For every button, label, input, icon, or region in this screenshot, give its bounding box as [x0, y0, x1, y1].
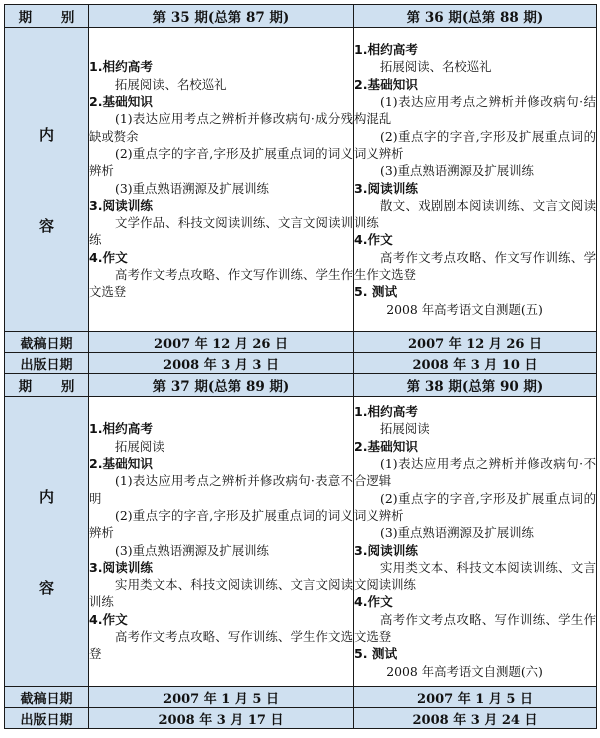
content-label-char: 容	[38, 216, 54, 235]
section-heading: 3.阅读训练	[354, 542, 418, 558]
content-label	[5, 28, 89, 332]
issue-title: 第 37 期(总第 89 期)	[89, 374, 354, 397]
publish-date: 2008 年 3 月 17 日	[89, 708, 354, 729]
issue-title: 第 36 期(总第 88 期)	[354, 5, 597, 28]
deadline-row	[5, 332, 597, 353]
content-row	[5, 28, 597, 332]
section-heading: 2.基础知识	[89, 94, 153, 110]
section-item: (2)重点字的字音,字形及扩展重点词的词义辨析	[89, 145, 353, 179]
period-label: 期 别	[5, 374, 89, 397]
content-label	[5, 397, 89, 687]
section-item: 2008 年高考语文自测题(六)	[386, 663, 543, 679]
section-heading: 3.阅读训练	[89, 559, 153, 575]
section-item: 高考作文考点攻略、作文写作训练、学生作文选登	[89, 266, 353, 300]
section-heading: 4.作文	[89, 611, 128, 627]
section-heading: 4.作文	[354, 232, 393, 248]
publish-date: 2008 年 3 月 24 日	[354, 708, 597, 729]
section-item: (2)重点字的字音,字形及扩展重点词的词义辨析	[89, 507, 353, 541]
issue-title: 第 35 期(总第 87 期)	[89, 5, 354, 28]
section-item: (2)重点字的字音,字形及扩展重点词的词义辨析	[354, 490, 596, 523]
publish-label: 出版日期	[5, 353, 89, 374]
deadline-date: 2007 年 1 月 5 日	[89, 687, 354, 708]
section-item: 拓展阅读	[115, 438, 165, 454]
section-heading: 2.基础知识	[89, 456, 153, 472]
issue-content	[354, 397, 597, 687]
section-heading: 5. 测试	[354, 284, 398, 300]
publish-date: 2008 年 3 月 3 日	[89, 353, 354, 374]
deadline-date: 2007 年 1 月 5 日	[354, 687, 597, 708]
content-label-char: 容	[38, 578, 54, 597]
content-row	[5, 397, 597, 687]
section-item: 实用类文本、科技文本阅读训练、文言文阅读训练	[354, 559, 596, 593]
section-item: (2)重点字的字音,字形及扩展重点词的词义辨析	[354, 128, 596, 161]
issue-content	[89, 28, 354, 332]
deadline-date: 2007 年 12 月 26 日	[354, 332, 597, 353]
issue-content	[354, 28, 597, 332]
section-item: (3)重点熟语溯源及扩展训练	[115, 180, 269, 196]
section-item: 高考作文考点攻略、作文写作训练、学生作文选登	[354, 249, 596, 282]
section-item: (1)表达应用考点之辨析并修改病句·表意不明	[89, 473, 353, 506]
section-heading: 1.相约高考	[89, 421, 153, 437]
publish-label: 出版日期	[5, 708, 89, 729]
section-heading: 4.作文	[89, 249, 128, 265]
issue-schedule-table	[4, 4, 597, 729]
section-item: 实用类文本、科技文阅读训练、文言文阅读训练	[89, 577, 353, 610]
period-row	[5, 374, 597, 397]
section-item: 拓展阅读	[380, 421, 430, 437]
deadline-label: 截稿日期	[5, 332, 89, 353]
section-item: 拓展阅读、名校巡礼	[115, 76, 227, 92]
section-heading: 2.基础知识	[354, 438, 418, 454]
deadline-row	[5, 687, 597, 708]
section-item: 高考作文考点攻略、写作训练、学生作文选登	[354, 611, 596, 644]
section-item: 2008 年高考语文自测题(五)	[386, 301, 543, 317]
section-heading: 1.相约高考	[354, 404, 418, 420]
section-heading: 3.阅读训练	[89, 197, 153, 213]
section-heading: 2.基础知识	[354, 76, 418, 92]
section-item: 文学作品、科技文阅读训练、文言文阅读训练	[89, 215, 353, 248]
section-heading: 1.相约高考	[89, 59, 153, 75]
section-item: 拓展阅读、名校巡礼	[380, 59, 492, 75]
deadline-date: 2007 年 12 月 26 日	[89, 332, 354, 353]
deadline-label: 截稿日期	[5, 687, 89, 708]
section-heading: 1.相约高考	[354, 42, 418, 58]
issue-title: 第 38 期(总第 90 期)	[354, 374, 597, 397]
section-item: 散文、戏剧剧本阅读训练、文言文阅读训练	[354, 197, 596, 231]
issue-content	[89, 397, 354, 687]
section-item: (3)重点熟语溯源及扩展训练	[380, 525, 534, 541]
section-heading: 4.作文	[354, 594, 393, 610]
section-heading: 5. 测试	[354, 646, 398, 662]
section-item: (1)表达应用考点之辨析并修改病句·成分残缺或赘余	[89, 111, 353, 144]
content-label-char: 内	[38, 487, 54, 506]
section-item: 高考作文考点攻略、写作训练、学生作文选登	[89, 628, 353, 662]
publish-row	[5, 708, 597, 729]
content-label-char: 内	[38, 125, 54, 144]
publish-date: 2008 年 3 月 10 日	[354, 353, 597, 374]
period-row	[5, 5, 597, 28]
section-item: (3)重点熟语溯源及扩展训练	[380, 163, 534, 179]
period-label: 期 别	[5, 5, 89, 28]
section-heading: 3.阅读训练	[354, 180, 418, 196]
section-item: (1)表达应用考点之辨析并修改病句·不合逻辑	[354, 456, 596, 489]
publish-row	[5, 353, 597, 374]
section-item: (1)表达应用考点之辨析并修改病句·结构混乱	[354, 94, 596, 127]
section-item: (3)重点熟语溯源及扩展训练	[115, 542, 269, 558]
